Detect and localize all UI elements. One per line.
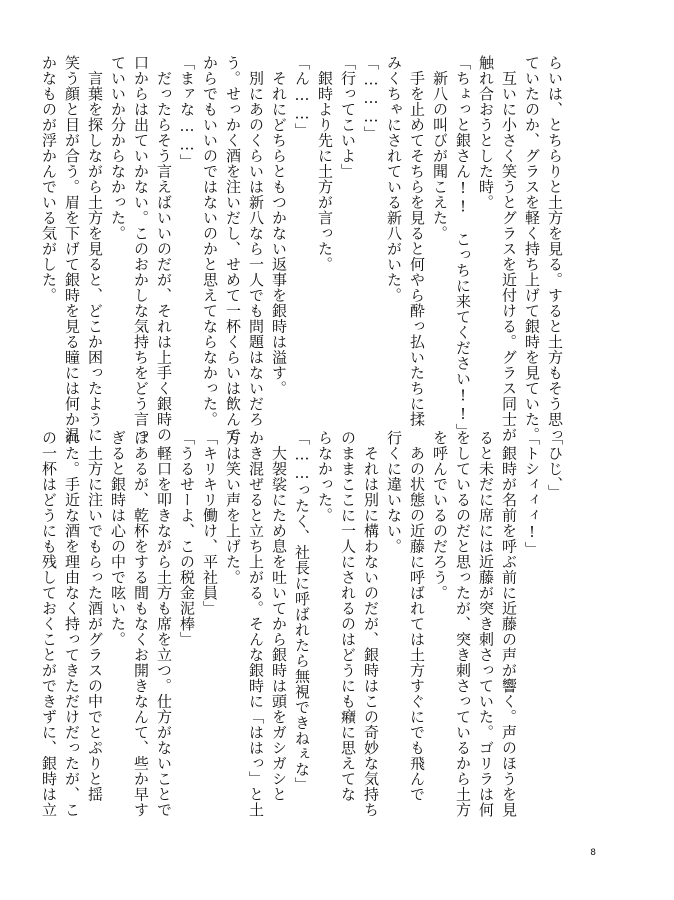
text-line: を呼んでいるのだろう。 xyxy=(431,430,449,601)
text-line: 軽口を叩きながら土方も席を立つ。仕方がないことで xyxy=(155,430,173,818)
text-line: 行くに違いない。 xyxy=(385,430,403,554)
text-line: らなかった。 xyxy=(316,430,334,523)
page-number: 8 xyxy=(590,848,596,858)
text-line: 口からは出ていかない。このおかしな気持ちをどう言っ xyxy=(132,55,150,443)
text-line: 笑う顔と目が合う。眉を下げて銀時を見る瞳には何か温 xyxy=(63,55,81,443)
text-line: の一杯はどうにも残しておくことができずに、銀時は立 xyxy=(40,430,58,818)
text-line: あの状態の近藤に呼ばれては土方すぐにでも飛んで xyxy=(408,430,426,802)
text-line: 触れ合おうとした時。 xyxy=(477,55,495,210)
text-block-lower xyxy=(40,430,566,818)
text-line: からでもいいのではないのかと思えてならなかった。 xyxy=(201,55,219,427)
text-line: かき混ぜると立ち上がる。そんな銀時に「ははっ」と土 xyxy=(247,430,265,818)
text-line: 「うるせーよ、この税金泥棒」 xyxy=(178,430,196,647)
text-line: 土方に注いでもらった酒がグラスの中でとぷりと揺 xyxy=(86,430,104,802)
text-line: ていたのか、グラスを軽く持ち上げて銀時を見ていた。 xyxy=(523,55,541,443)
text-line: 「行ってこいよ」 xyxy=(339,55,357,179)
text-line: 「トシィィィ!」 xyxy=(523,430,541,557)
text-block-upper xyxy=(40,55,566,443)
text-line: 大袈裟にため息を吐いてから銀時は頭をガシガシと xyxy=(270,430,288,802)
text-line: 「ちょっと銀さん!! こっちに来てください!!」 xyxy=(454,55,472,439)
text-line: 「ん……」 xyxy=(293,55,311,139)
text-line: かなものが浮かんでいる気がした。 xyxy=(40,55,58,303)
text-line: 「……ったく、社長に呼ばれたら無視できねぇな」 xyxy=(293,430,311,793)
text-line: みくちゃにされている新八がいた。 xyxy=(385,55,403,303)
text-line: ていいか分からなかった。 xyxy=(109,55,127,241)
text-line: 言葉を探しながら土方を見ると、どこか困ったように xyxy=(86,55,104,443)
text-line: ぎると銀時は心の中で呟いた。 xyxy=(109,430,127,647)
text-line: れた。手近な酒を理由なく持ってきただけだったが、こ xyxy=(63,430,81,818)
text-line: それにどちらともつかない返事を銀時は溢す。 xyxy=(270,55,288,396)
text-line: 「キリキリ働け、平社員」 xyxy=(201,430,219,616)
text-line: らいは、とちらりと土方を見る。すると土方もそう思っ xyxy=(546,55,564,443)
text-line: だったらそう言えばいいのだが、それは上手く銀時の xyxy=(155,55,173,443)
text-line: 方は笑い声を上げた。 xyxy=(224,430,242,585)
text-line: 別にあのくらいは新八なら一人でも問題はないだろ xyxy=(247,55,265,427)
text-line: のままここに一人にされるのはどうにも癪に思えてな xyxy=(339,430,357,802)
text-line: 互いに小さく笑うとグラスを近付ける。グラス同士が xyxy=(500,55,518,443)
text-line: をしているのだと思ったが、突き刺さっているから土方 xyxy=(454,430,472,818)
text-line: はあるが、乾杯をする間もなくお開きなんて、些か早す xyxy=(132,430,150,818)
text-line: 「まァな……」 xyxy=(178,55,196,170)
text-line: 新八の叫びが聞こえた。 xyxy=(431,55,449,241)
text-line: 銀時が名前を呼ぶ前に近藤の声が響く。声のほうを見 xyxy=(500,430,518,818)
text-line: 手を止めてそちらを見ると何やら酔っ払いたちに揉 xyxy=(408,55,426,427)
text-line: ると未だに席には近藤が突き刺さっていた。ゴリラは何 xyxy=(477,430,495,818)
text-line: う。せっかく酒を注いだし、せめて一杯くらいは飲んで xyxy=(224,55,242,443)
text-line: 銀時より先に土方が言った。 xyxy=(316,55,334,272)
text-line: 「ひじ、」 xyxy=(546,430,564,500)
text-line: それは別に構わないのだが、銀時はこの奇妙な気持ち xyxy=(362,430,380,818)
text-line: 「………」 xyxy=(362,55,380,142)
